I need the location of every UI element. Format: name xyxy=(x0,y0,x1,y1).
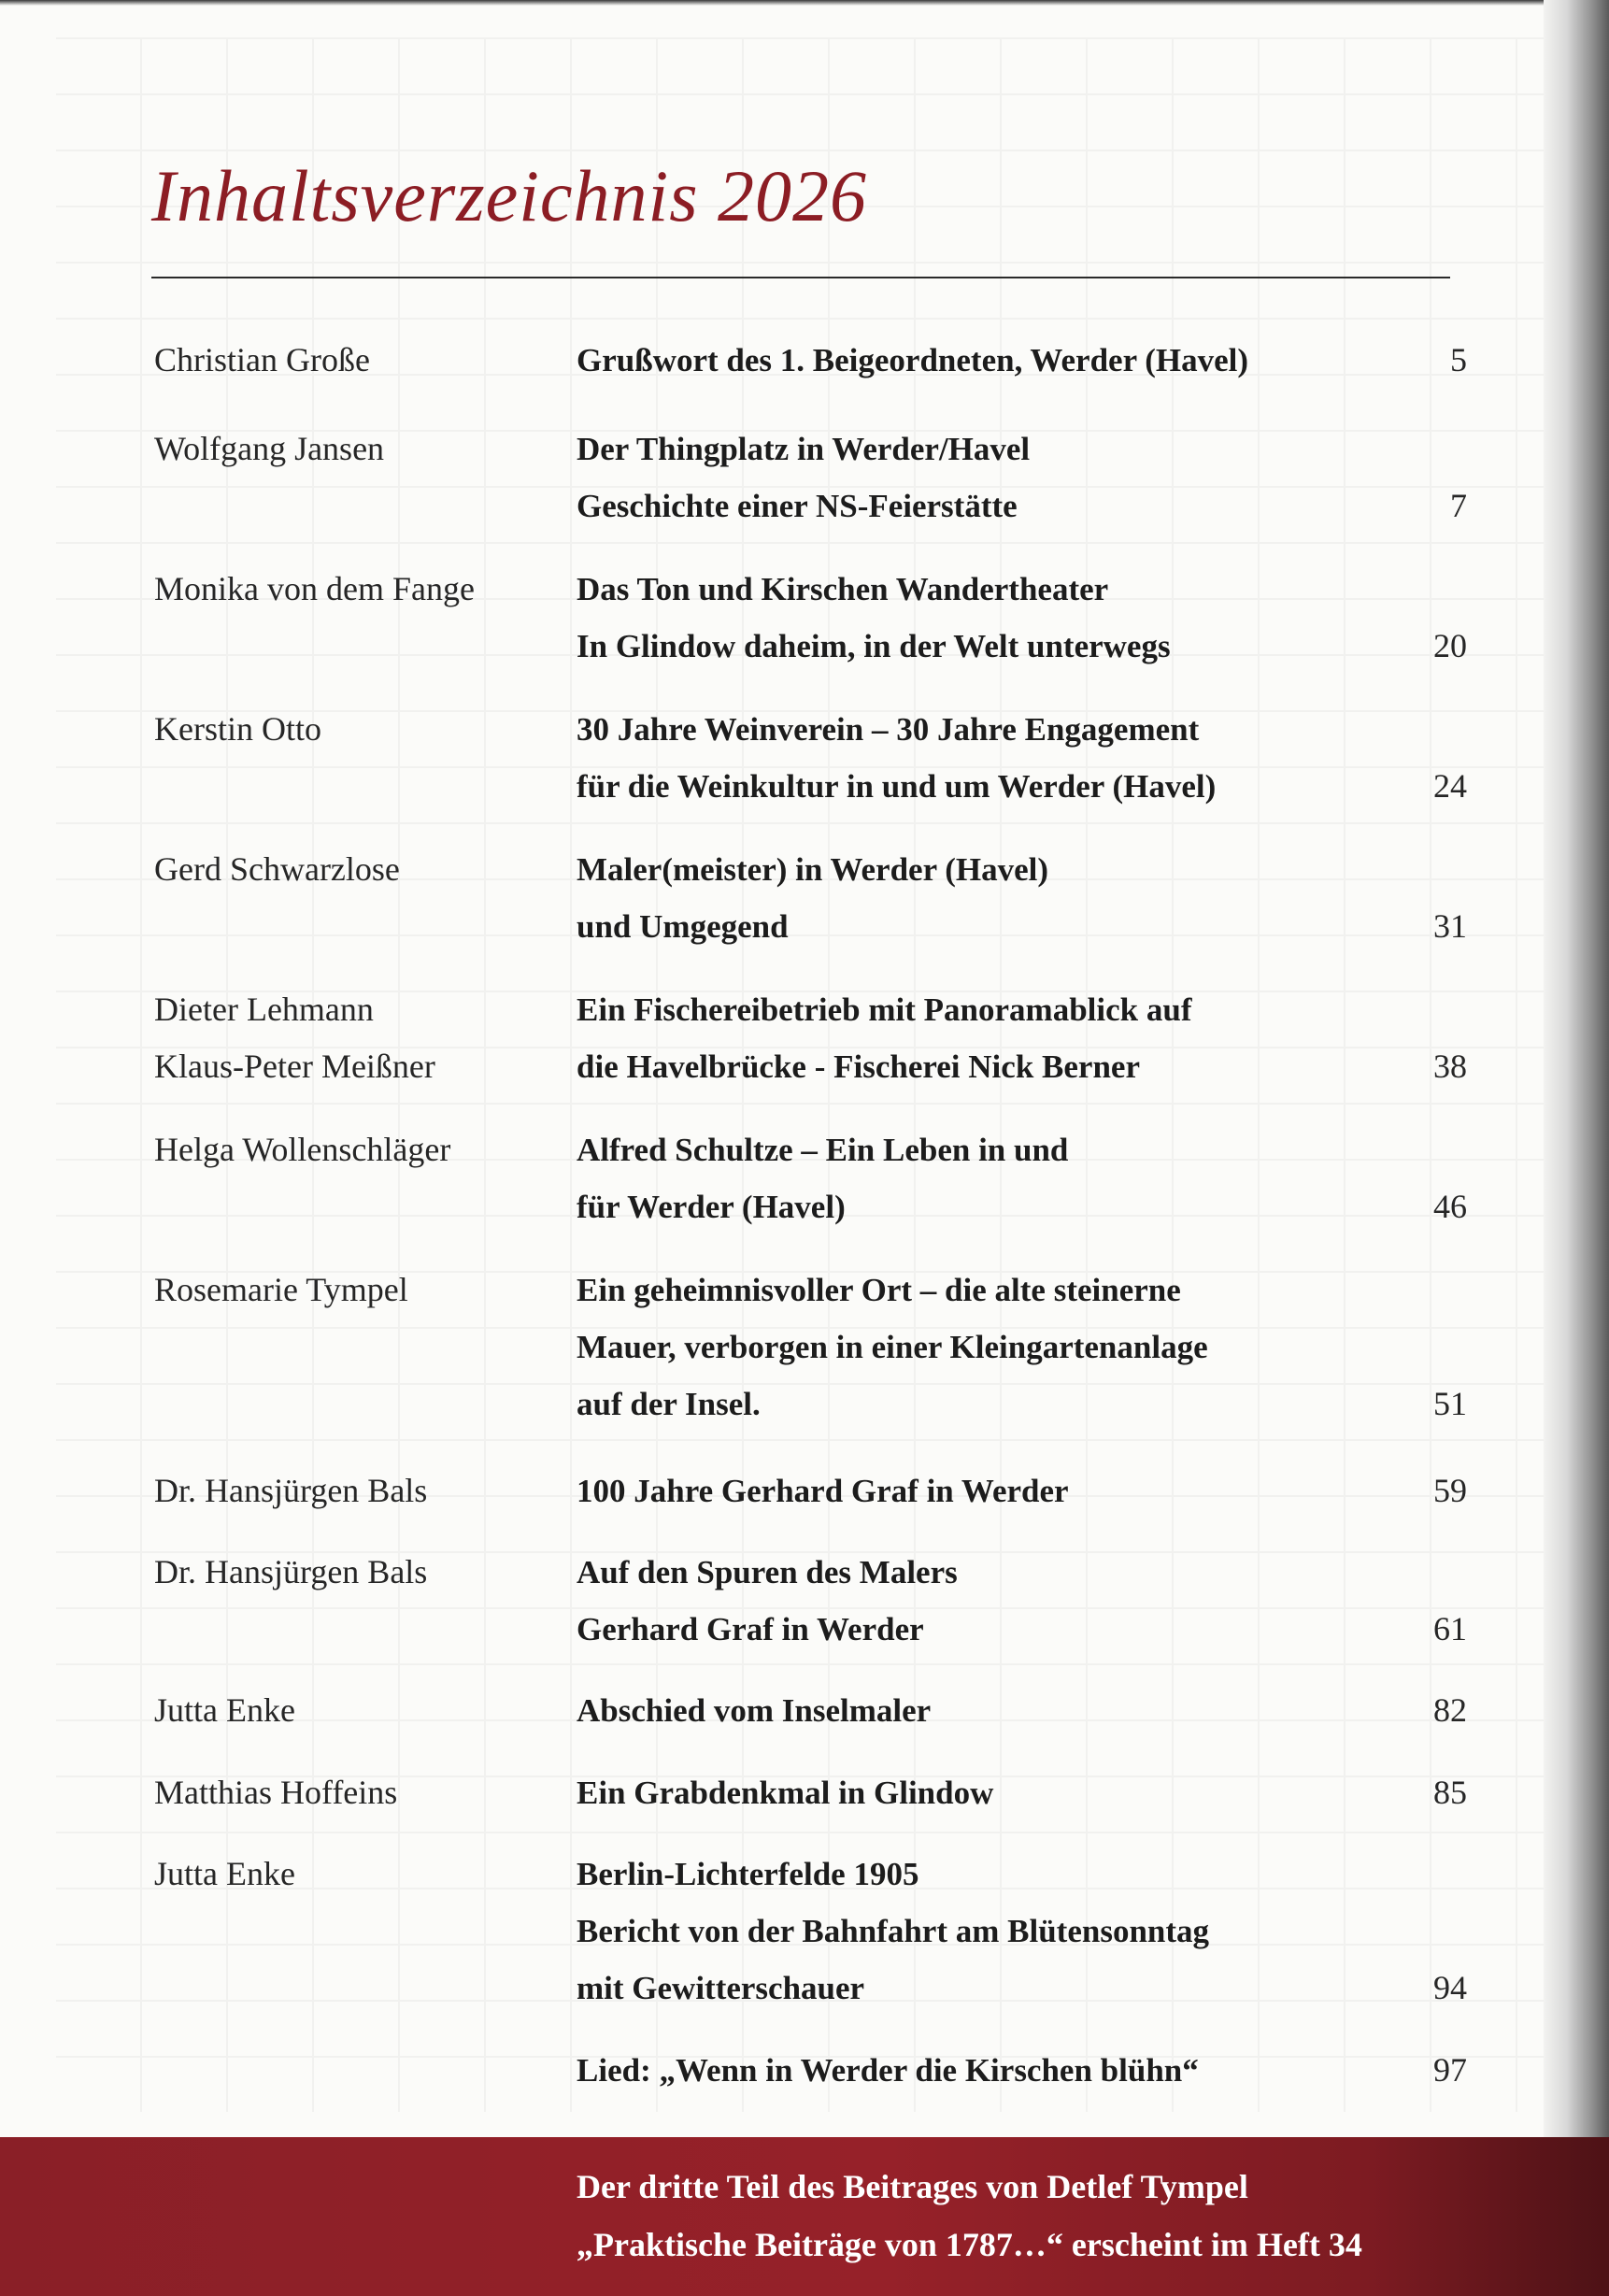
toc-entry-authors xyxy=(154,1262,556,1319)
toc-author: Gerd Schwarzlose xyxy=(154,850,400,888)
toc-page-number: 97 xyxy=(1433,2051,1467,2089)
toc-title-line: Lied: „Wenn in Werder die Kirschen blühn“ xyxy=(577,2052,1199,2089)
toc-title-line: mit Gewitterschauer xyxy=(577,1970,865,2006)
toc-page-number: 20 xyxy=(1433,627,1467,664)
footer-note-line: „Praktische Beiträge von 1787…“ erscheint im Heft 34 xyxy=(577,2226,1362,2263)
toc-entry-title xyxy=(577,421,1399,535)
toc-title-line: 30 Jahre Weinverein – 30 Jahre Engagement xyxy=(577,711,1200,748)
toc-page-number: 5 xyxy=(1450,341,1467,378)
toc-page-number: 94 xyxy=(1433,1969,1467,2006)
toc-title-line: für die Weinkultur in und um Werder (Havel) xyxy=(577,768,1217,805)
toc-author: Rosemarie Tympel xyxy=(154,1271,408,1308)
toc-page-number: 59 xyxy=(1433,1472,1467,1509)
toc-entry-authors xyxy=(154,1846,556,1903)
toc-entry-title xyxy=(577,1462,1399,1519)
toc-entry-authors xyxy=(154,1544,556,1601)
toc-entry-title xyxy=(577,981,1399,1095)
toc-author: Kerstin Otto xyxy=(154,710,321,748)
toc-title-line: Grußwort des 1. Beigeordneten, Werder (Havel) xyxy=(577,342,1249,378)
toc-entry-title xyxy=(577,841,1399,955)
toc-entry-title xyxy=(577,1121,1399,1235)
toc-entry-title xyxy=(577,1544,1399,1658)
toc-title-line: Ein Fischereibetrieb mit Panoramablick auf xyxy=(577,991,1192,1028)
toc-author: Dieter Lehmann xyxy=(154,991,374,1028)
toc-title-line: Maler(meister) in Werder (Havel) xyxy=(577,851,1049,888)
toc-title-line: Alfred Schultze – Ein Leben in und xyxy=(577,1132,1069,1168)
toc-title-line: Der Thingplatz in Werder/Havel xyxy=(577,431,1031,467)
toc-page-number: 7 xyxy=(1450,487,1467,524)
toc-entry-authors xyxy=(154,701,556,758)
toc-title-line: In Glindow daheim, in der Welt unterwegs xyxy=(577,628,1171,664)
toc-title-line: Ein geheimnisvoller Ort – die alte steinerne xyxy=(577,1272,1181,1308)
table-of-contents xyxy=(154,0,1467,2296)
toc-title-line: und Umgegend xyxy=(577,908,789,945)
toc-entry-authors xyxy=(154,1121,556,1178)
toc-author: Helga Wollenschläger xyxy=(154,1131,451,1168)
toc-entry-authors xyxy=(154,332,556,389)
toc-title-line: Gerhard Graf in Werder xyxy=(577,1611,924,1647)
toc-entry-title xyxy=(577,332,1399,389)
toc-title-line: Das Ton und Kirschen Wandertheater xyxy=(577,571,1109,607)
toc-entry-authors xyxy=(154,561,556,618)
toc-entry-authors xyxy=(154,1764,556,1821)
toc-title-line: 100 Jahre Gerhard Graf in Werder xyxy=(577,1473,1069,1509)
footer-band xyxy=(0,2137,1609,2296)
toc-page-number: 85 xyxy=(1433,1774,1467,1811)
toc-title-line: die Havelbrücke - Fischerei Nick Berner xyxy=(577,1048,1140,1085)
page-right-edge-shadow xyxy=(1544,0,1609,2296)
toc-entry-authors xyxy=(154,1462,556,1519)
toc-author: Christian Große xyxy=(154,341,370,378)
toc-title-line: Mauer, verborgen in einer Kleingartenanlage xyxy=(577,1329,1208,1365)
toc-entry-title xyxy=(577,1262,1399,1433)
toc-page-number: 38 xyxy=(1433,1048,1467,1085)
toc-page-number: 46 xyxy=(1433,1188,1467,1225)
toc-page-number: 61 xyxy=(1433,1610,1467,1647)
toc-author: Jutta Enke xyxy=(154,1855,295,1892)
toc-entry-title xyxy=(577,701,1399,815)
footer-note-line: Der dritte Teil des Beitrages von Detlef Tympel xyxy=(577,2168,1248,2205)
toc-entry-title xyxy=(577,561,1399,675)
toc-title-line: für Werder (Havel) xyxy=(577,1189,846,1225)
toc-page-number: 82 xyxy=(1433,1691,1467,1729)
toc-title-line: Bericht von der Bahnfahrt am Blütensonntag xyxy=(577,1913,1210,1949)
toc-title-line: Abschied vom Inselmaler xyxy=(577,1692,932,1729)
toc-author: Jutta Enke xyxy=(154,1691,295,1729)
toc-author: Monika von dem Fange xyxy=(154,570,475,607)
toc-entry-authors xyxy=(154,841,556,898)
toc-entry-authors xyxy=(154,981,556,1095)
toc-page-number: 24 xyxy=(1433,767,1467,805)
toc-author: Klaus-Peter Meißner xyxy=(154,1048,435,1085)
toc-entry-authors xyxy=(154,1682,556,1739)
toc-title-line: Ein Grabdenkmal in Glindow xyxy=(577,1775,994,1811)
toc-author: Dr. Hansjürgen Bals xyxy=(154,1553,428,1590)
footer-note xyxy=(577,2158,1362,2274)
toc-author: Matthias Hoffeins xyxy=(154,1774,398,1811)
toc-entry-title xyxy=(577,1682,1399,1739)
toc-title-line: Geschichte einer NS-Feierstätte xyxy=(577,488,1018,524)
toc-page-number: 51 xyxy=(1433,1385,1467,1422)
toc-entry-title xyxy=(577,2042,1399,2099)
toc-title-line: auf der Insel. xyxy=(577,1386,761,1422)
page-title: Inhaltsverzeichnis 2026 xyxy=(151,155,868,236)
toc-author: Wolfgang Jansen xyxy=(154,430,385,467)
toc-author: Dr. Hansjürgen Bals xyxy=(154,1472,428,1509)
toc-title-line: Berlin-Lichterfelde 1905 xyxy=(577,1856,919,1892)
toc-page-number: 31 xyxy=(1433,907,1467,945)
toc-entry-title xyxy=(577,1764,1399,1821)
toc-title-line: Auf den Spuren des Malers xyxy=(577,1554,958,1590)
toc-entry-title xyxy=(577,1846,1399,2017)
toc-entry-authors xyxy=(154,421,556,478)
